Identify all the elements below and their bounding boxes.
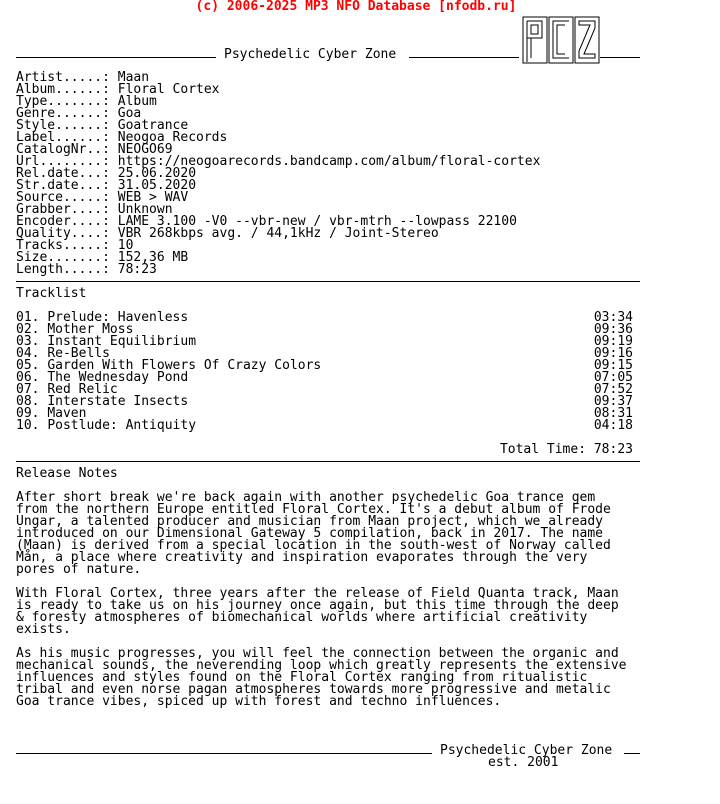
nfo-footer bbox=[16, 742, 640, 772]
track-row: 04. Re-Bells 09:16 bbox=[16, 346, 633, 361]
info-row-grabber: Grabber....: Unknown bbox=[16, 202, 173, 217]
album-url-link[interactable]: https://neogoarecords.bandcamp.com/album/floral-cortex bbox=[117, 154, 541, 169]
release-notes-heading: Release Notes bbox=[16, 466, 118, 481]
track-row: 10. Postlude: Antiquity 04:18 bbox=[16, 418, 633, 433]
info-row-type: Type.......: Album bbox=[16, 94, 157, 109]
track-row: 05. Garden With Flowers Of Crazy Colors 09:15 bbox=[16, 358, 633, 373]
release-notes-paragraph-2: With Floral Cortex, three years after the release of Field Quanta track, Maan is ready to take us on his journey once again, but this time through the deep & foresty atmospheres of biomechanical worlds where artificial creativity exists. bbox=[16, 586, 619, 637]
nfo-header bbox=[16, 16, 640, 66]
info-row-album: Album......: Floral Cortex bbox=[16, 82, 220, 97]
release-info bbox=[16, 72, 644, 276]
info-row-source: Source.....: WEB > WAV bbox=[16, 190, 189, 205]
info-row-genre: Genre......: Goa bbox=[16, 106, 142, 121]
nfo-content bbox=[16, 72, 644, 708]
footer-rule-right bbox=[624, 753, 640, 754]
pcz-logo-icon bbox=[522, 16, 602, 66]
info-row-size: Size.......: 152,36 MB bbox=[16, 250, 189, 265]
track-row: 08. Interstate Insects 09:37 bbox=[16, 394, 633, 409]
footer-est: est. 2001 bbox=[488, 755, 559, 770]
track-row: 06. The Wednesday Pond 07:05 bbox=[16, 370, 633, 385]
header-title: Psychedelic Cyber Zone bbox=[224, 47, 397, 62]
info-row-label: Label......: Neogoa Records bbox=[16, 130, 228, 145]
info-row-length: Length.....: 78:23 bbox=[16, 262, 157, 277]
track-row: 03. Instant Equilibrium 09:19 bbox=[16, 334, 633, 349]
info-row-str-date: Str.date...: 31.05.2020 bbox=[16, 178, 197, 193]
info-row-rel-date: Rel.date...: 25.06.2020 bbox=[16, 166, 197, 181]
header-rule-mid bbox=[409, 57, 519, 58]
tracklist bbox=[16, 312, 644, 432]
header-rule-right bbox=[600, 57, 640, 58]
info-row-encoder: Encoder....: LAME 3.100 -V0 --vbr-new / vbr-mtrh --lowpass 22100 bbox=[16, 214, 517, 229]
footer-title: Psychedelic Cyber Zone bbox=[440, 743, 613, 758]
info-row-url: Url........: https://neogoarecords.bandcamp.com/album/floral-cortex bbox=[16, 154, 541, 169]
info-row-style: Style......: Goatrance bbox=[16, 118, 189, 133]
track-row: 09. Maven 08:31 bbox=[16, 406, 633, 421]
release-notes-paragraph-1: After short break we're back again with another psychedelic Goa trance gem from the northern Europe entitled Floral Cortex. It's a debut album of Frode Ungar, a talented producer and musician from Maan project, which we already introduced on our Dimensional Gateway 5 compilation, back in 2017. The name (Maan) is derived from a special location in the south-west of Norway called Mån, a place where creativity and inspiration evaporates through the very pores of nature. bbox=[16, 490, 611, 577]
total-time: Total Time: 78:23 bbox=[499, 442, 633, 457]
info-row-tracks: Tracks.....: 10 bbox=[16, 238, 134, 253]
footer-rule-left bbox=[16, 753, 432, 754]
track-row: 01. Prelude: Havenless 03:34 bbox=[16, 310, 633, 325]
info-row-quality: Quality....: VBR 268kbps avg. / 44,1kHz / Joint-Stereo bbox=[16, 226, 439, 241]
info-row-artist: Artist.....: Maan bbox=[16, 70, 150, 85]
header-rule-left bbox=[16, 57, 216, 58]
section-divider bbox=[16, 276, 644, 288]
track-row: 02. Mother Moss 09:36 bbox=[16, 322, 633, 337]
tracklist-heading: Tracklist bbox=[16, 286, 87, 301]
release-notes-paragraph-3: As his music progresses, you will feel the connection between the organic and mechanical sounds, the neverending loop which greatly represents the extensive influences and styles found on the Floral Cortex ranging from ritualistic tribal and even norse pagan atmospheres towards more progressive and metalic Goa trance vibes, spiced up with forest and techno influences. bbox=[16, 646, 627, 709]
copyright-banner: (c) 2006-2025 MP3 NFO Database [nfodb.ru] bbox=[195, 0, 517, 14]
info-row-catalog: CatalogNr..: NEOGO69 bbox=[16, 142, 173, 157]
track-row: 07. Red Relic 07:52 bbox=[16, 382, 633, 397]
